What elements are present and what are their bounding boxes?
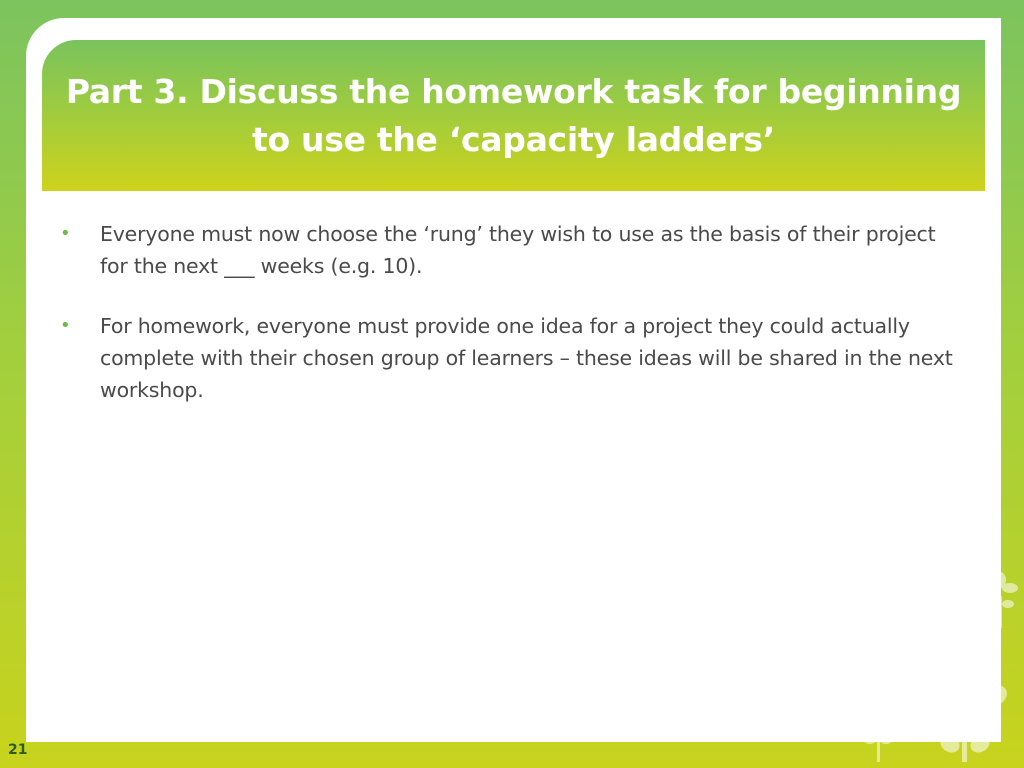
- bullet-item: [58, 218, 958, 282]
- bullet-text: For homework, everyone must provide one idea for a project they could actually complete with their chosen group of learners – these ideas will be shared in the next workshop.: [100, 314, 953, 402]
- bullet-list: [58, 218, 958, 434]
- tree-seedlings-icon: [850, 568, 1024, 768]
- bullet-marker: •: [60, 223, 71, 244]
- bullet-text: Everyone must now choose the ‘rung’ they wish to use as the basis of their project for the next ___ weeks (e.g. 10).: [100, 222, 936, 278]
- slide-number: 21: [8, 742, 28, 758]
- bullet-item: [58, 310, 958, 406]
- title-banner: [42, 40, 985, 191]
- slide-title: Part 3. Discuss the homework task for beginning to use the ‘capacity ladders’: [65, 71, 962, 159]
- bullet-marker: •: [60, 315, 71, 336]
